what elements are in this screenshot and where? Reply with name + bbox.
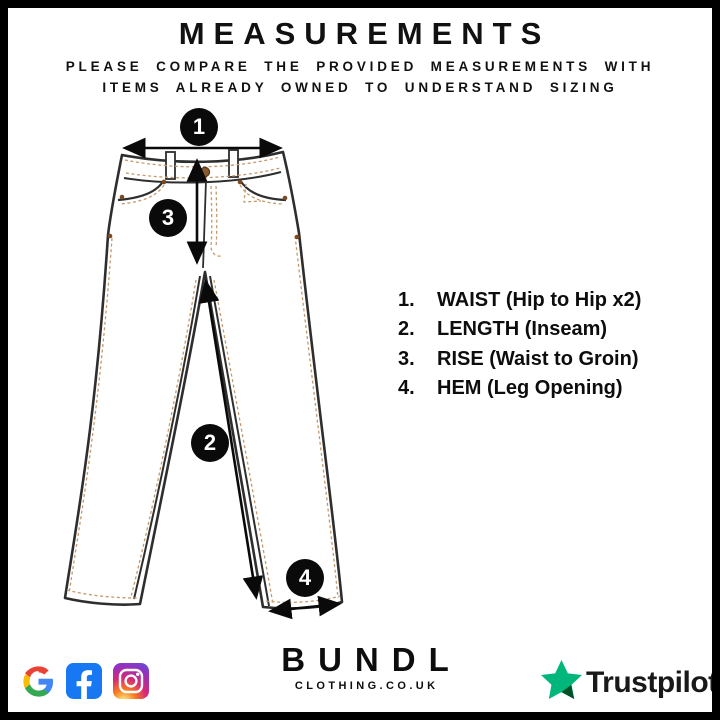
belt-loop [229,150,238,177]
legend-number: 4. [398,377,415,400]
page-title: MEASUREMENTS [178,16,551,51]
google-icon [22,665,55,698]
legend-number: 3. [398,347,415,370]
marker-number: 1 [192,114,206,139]
jeans-outline [65,152,342,608]
brand-tagline: CLOTHING.CO.UK [294,680,439,692]
measurement-marker-rise [149,199,187,237]
social-icons [22,663,149,699]
legend-item-length [398,315,641,344]
trustpilot-star-icon [541,660,582,706]
legend-label: LENGTH (Inseam) [437,318,608,341]
facebook-icon [66,663,102,699]
measurement-marker-length [191,424,229,462]
subtitle-line-1: PLEASE COMPARE THE PROVIDED MEASUREMENTS WITH [65,59,655,74]
measurement-marker-waist [180,108,218,146]
marker-number: 4 [298,565,312,590]
brand-logo [255,643,475,692]
legend-item-rise [398,345,641,374]
measurement-legend [398,286,641,404]
instagram-icon [113,663,149,699]
marker-number: 3 [161,205,175,230]
legend-label: RISE (Waist to Groin) [437,347,639,370]
trustpilot-label: Trustpilot [586,666,718,699]
brand-name: BUNDL [281,641,462,678]
legend-number: 1. [398,289,415,311]
legend-item-waist [398,286,641,315]
marker-number: 2 [203,430,217,455]
jeans-button [200,167,209,176]
legend-number: 2. [398,318,415,341]
legend-item-hem [398,374,641,403]
subtitle-line-2: ITEMS ALREADY OWNED TO UNDERSTAND SIZING [102,80,618,95]
measurement-marker-hem [286,559,324,597]
legend-label: HEM (Leg Opening) [437,377,623,400]
trustpilot-logo [541,660,718,706]
legend-label: WAIST (Hip to Hip x2) [437,289,642,311]
